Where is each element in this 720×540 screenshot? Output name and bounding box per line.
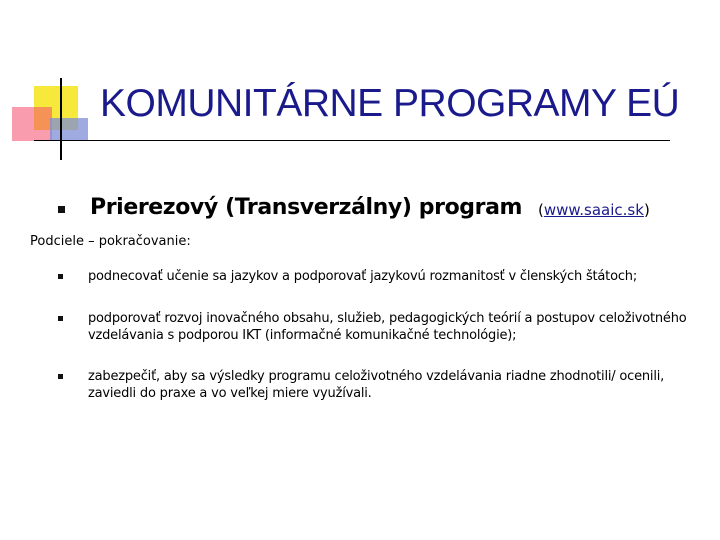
decor-blue-square [50, 118, 88, 140]
subheading: Podciele – pokračovanie: [30, 234, 191, 249]
slide-title: KOMUNITÁRNE PROGRAMY EÚ [100, 82, 680, 125]
link-paren-open: ( [538, 201, 544, 219]
title-divider [34, 140, 670, 141]
list-item: zabezpečiť, aby sa výsledky programu celoživotného vzdelávania riadne zhodnotili/ ocenili, zaviedli do praxe a vo veľkej miere využívali. [88, 369, 665, 401]
decor-vertical-line [60, 78, 62, 160]
list-item-bullet [58, 316, 63, 321]
heading-link-group [538, 201, 650, 219]
link-paren-close: ) [643, 201, 650, 219]
main-heading: Prierezový (Transverzálny) program [90, 195, 523, 220]
list-item: podporovať rozvoj inovačného obsahu, služieb, pedagogických teórií a postupov celoživotného vzdelávania s podporou IKT (informačné komunikačné technológie); [88, 311, 687, 343]
saaic-link[interactable]: www.saaic.sk [543, 201, 644, 219]
list-item-bullet [58, 374, 63, 379]
decor-red-square [12, 107, 52, 141]
list-item: podnecovať učenie sa jazykov a podporovať jazykovú rozmanitosť v členských štátoch; [88, 269, 638, 284]
heading-bullet [58, 206, 65, 213]
list-item-bullet [58, 274, 63, 279]
